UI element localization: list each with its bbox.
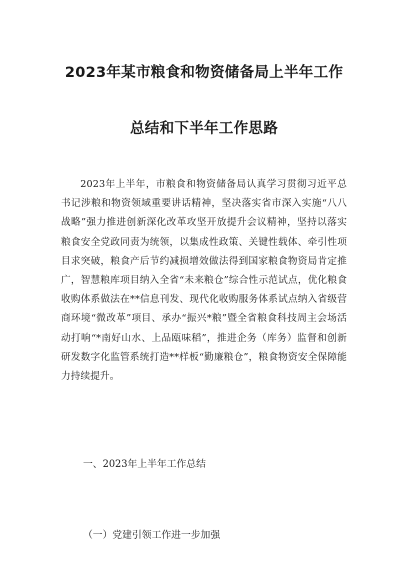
section-heading: 一、2023年上半年工作总结	[83, 459, 206, 470]
subsection-heading: （一）党建引领工作进一步加强	[83, 530, 221, 541]
document-title-line-1: 2023年某市粮食和物资储备局上半年工作	[64, 65, 344, 81]
document-title-line-2: 总结和下半年工作思路	[130, 121, 278, 137]
intro-paragraph: 2023年上半年，市粮食和物资储备局认真学习贯彻习近平总书记涉粮和物资领域重要讲话精神，坚决落实省市深入实施“八八战略”强力推进创新深化改革攻坚开放提升会议精神，坚持以落实粮食安全党政同责为统领，以集成性政策、关键性载体、牵引性项目求突破，粮食产后节约减损增效做法得到国家粮食物资局肯定推广，智慧粮库项目纳入全省“未来粮仓”综合性示范试点，优化粮食收购体系做法在**信息刊发、现代化收购服务体系试点纳入省级营商环境“微改革”项目、承办“振兴*粮”暨全省粮食科技周主会场活动打响“*南好山水、上品瓯味稻”，推进企务（库务）监督和创新研发数字化监管系统打造**样板“勤廉粮仓”，粮食物资安全保障能力持续提升。	[61, 179, 347, 383]
